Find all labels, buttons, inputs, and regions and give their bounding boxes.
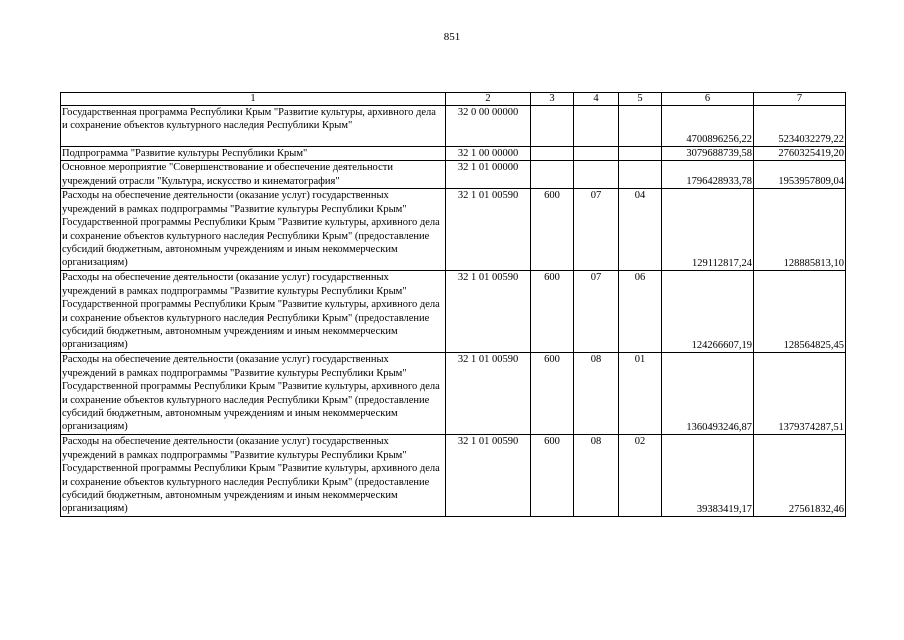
section-cell: 07 <box>574 271 619 353</box>
table-row <box>61 353 846 435</box>
page-number: 851 <box>443 31 461 43</box>
item-name-cell: Основное мероприятие "Совершенствование и обеспечение деятельности учреждений отрасли "Культура, искусство и кинематография" <box>61 161 446 189</box>
amount-year1-cell: 39383419,17 <box>662 435 754 517</box>
amount-year2-cell: 2760325419,20 <box>754 147 846 161</box>
amount-year1-cell: 124266607,19 <box>662 271 754 353</box>
header-cell: 6 <box>662 93 754 106</box>
expense-type-cell: 600 <box>531 271 574 353</box>
table-header-row <box>61 93 846 106</box>
header-cell: 1 <box>61 93 446 106</box>
expense-type-cell <box>531 147 574 161</box>
header-cell: 4 <box>574 93 619 106</box>
item-name-cell: Подпрограмма "Развитие культуры Республики Крым" <box>61 147 446 161</box>
amount-year2-cell: 1379374287,51 <box>754 353 846 435</box>
item-name-cell: Государственная программа Республики Крым "Развитие культуры, архивного дела и сохранение объектов культурного наследия Республики Крым" <box>61 106 446 147</box>
amount-year2-cell: 5234032279,22 <box>754 106 846 147</box>
amount-year2-cell: 27561832,46 <box>754 435 846 517</box>
section-cell <box>574 161 619 189</box>
amount-year2-cell: 1953957809,04 <box>754 161 846 189</box>
expense-type-cell: 600 <box>531 435 574 517</box>
target-code-cell: 32 0 00 00000 <box>446 106 531 147</box>
amount-year2-cell: 128564825,45 <box>754 271 846 353</box>
table-row <box>61 189 846 271</box>
amount-year1-cell: 4700896256,22 <box>662 106 754 147</box>
subsection-cell: 02 <box>619 435 662 517</box>
budget-table <box>60 92 846 517</box>
amount-year1-cell: 3079688739,58 <box>662 147 754 161</box>
subsection-cell <box>619 106 662 147</box>
amount-year1-cell: 129112817,24 <box>662 189 754 271</box>
target-code-cell: 32 1 01 00590 <box>446 271 531 353</box>
subsection-cell: 04 <box>619 189 662 271</box>
expense-type-cell <box>531 161 574 189</box>
subsection-cell <box>619 147 662 161</box>
item-name-cell: Расходы на обеспечение деятельности (оказание услуг) государственных учреждений в рамках подпрограммы "Развитие культуры Республики Крым" Государственной программы Республики Крым "Развитие культуры, архивного дела и сохранение объектов культурного наследия Республики Крым" (предоставление субсидий бюджетным, автономным учреждениям и иным некоммерческим организациям) <box>61 271 446 353</box>
target-code-cell: 32 1 01 00590 <box>446 189 531 271</box>
expense-type-cell <box>531 106 574 147</box>
section-cell: 08 <box>574 353 619 435</box>
header-cell: 3 <box>531 93 574 106</box>
section-cell <box>574 106 619 147</box>
expense-type-cell: 600 <box>531 353 574 435</box>
table-row <box>61 435 846 517</box>
section-cell: 08 <box>574 435 619 517</box>
header-cell: 2 <box>446 93 531 106</box>
target-code-cell: 32 1 01 00590 <box>446 353 531 435</box>
subsection-cell <box>619 161 662 189</box>
table-row <box>61 106 846 147</box>
item-name-cell: Расходы на обеспечение деятельности (оказание услуг) государственных учреждений в рамках подпрограммы "Развитие культуры Республики Крым" Государственной программы Республики Крым "Развитие культуры, архивного дела и сохранение объектов культурного наследия Республики Крым" (предоставление субсидий бюджетным, автономным учреждениям и иным некоммерческим организациям) <box>61 435 446 517</box>
target-code-cell: 32 1 00 00000 <box>446 147 531 161</box>
item-name-cell: Расходы на обеспечение деятельности (оказание услуг) государственных учреждений в рамках подпрограммы "Развитие культуры Республики Крым" Государственной программы Республики Крым "Развитие культуры, архивного дела и сохранение объектов культурного наследия Республики Крым" (предоставление субсидий бюджетным, автономным учреждениям и иным некоммерческим организациям) <box>61 189 446 271</box>
section-cell: 07 <box>574 189 619 271</box>
target-code-cell: 32 1 01 00000 <box>446 161 531 189</box>
table-row <box>61 161 846 189</box>
amount-year1-cell: 1360493246,87 <box>662 353 754 435</box>
table-row <box>61 271 846 353</box>
header-cell: 7 <box>754 93 846 106</box>
table-row <box>61 147 846 161</box>
amount-year1-cell: 1796428933,78 <box>662 161 754 189</box>
expense-type-cell: 600 <box>531 189 574 271</box>
subsection-cell: 01 <box>619 353 662 435</box>
section-cell <box>574 147 619 161</box>
target-code-cell: 32 1 01 00590 <box>446 435 531 517</box>
subsection-cell: 06 <box>619 271 662 353</box>
amount-year2-cell: 128885813,10 <box>754 189 846 271</box>
header-cell: 5 <box>619 93 662 106</box>
item-name-cell: Расходы на обеспечение деятельности (оказание услуг) государственных учреждений в рамках подпрограммы "Развитие культуры Республики Крым" Государственной программы Республики Крым "Развитие культуры, архивного дела и сохранение объектов культурного наследия Республики Крым" (предоставление субсидий бюджетным, автономным учреждениям и иным некоммерческим организациям) <box>61 353 446 435</box>
